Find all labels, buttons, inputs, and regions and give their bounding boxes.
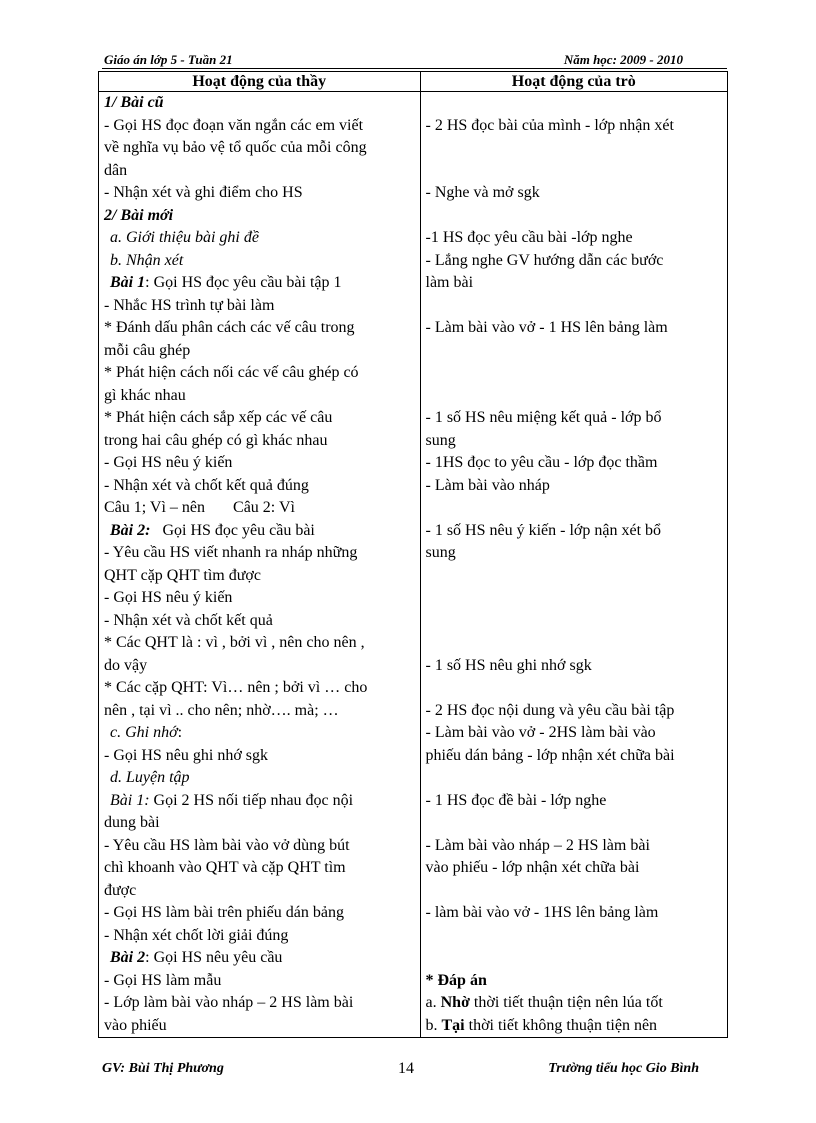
page-footer (102, 1060, 727, 1080)
teacher-line: nên , tại vì .. cho nên; nhờ…. mà; … (104, 701, 339, 719)
student-line (426, 160, 724, 183)
teacher-line: * Các cặp QHT: Vì… nên ; bởi vì … cho (104, 679, 368, 696)
student-line: - 2 HS đọc bài của mình - lớp nhận xét (425, 116, 674, 134)
header-right: Năm học: 2009 - 2010 (563, 52, 683, 67)
teacher-line: dung bài (104, 814, 160, 831)
student-line (426, 677, 724, 700)
teacher-line: Bài 2: Gọi HS đọc yêu cầu bài (110, 521, 315, 539)
student-line (426, 137, 724, 160)
page-number: 14 (398, 1060, 414, 1077)
student-line: - 1 số HS nêu ý kiến - lớp nận xét bổ (425, 521, 662, 539)
student-line (426, 587, 724, 610)
footer-teacher: GV: Bùi Thị Phương (102, 1061, 224, 1076)
student-line: - Làm bài vào nháp (425, 476, 550, 494)
student-line: -1 HS đọc yêu cầu bài -lớp nghe (425, 229, 633, 246)
student-line (426, 610, 724, 633)
teacher-line: - Nhận xét chốt lời giải đúng (104, 926, 289, 944)
student-line (426, 205, 724, 228)
table-header-row (99, 72, 728, 92)
teacher-line: - Gọi HS làm mẫu (104, 971, 222, 989)
teacher-line: - Yêu cầu HS viết nhanh ra nháp những (104, 544, 358, 561)
teacher-line: vào phiếu (104, 1016, 167, 1034)
student-line (426, 632, 724, 655)
teacher-line: - Gọi HS làm bài trên phiếu dán bảng (104, 904, 344, 921)
answer-line: a. Nhờ thời tiết thuận tiện nên lúa tốt (425, 994, 663, 1011)
teacher-line: Bài 1: Gọi 2 HS nối tiếp nhau đọc nội (110, 791, 354, 809)
teacher-line: 2/ Bài mới (104, 206, 174, 224)
student-line: sung (425, 431, 456, 449)
student-line: sung (425, 544, 456, 561)
student-line (426, 92, 724, 115)
student-line: - 1 số HS nêu miệng kết quả - lớp bổ (425, 409, 662, 426)
student-line (426, 385, 724, 408)
teacher-line: chì khoanh vào QHT và cặp QHT tìm (104, 859, 346, 876)
student-line: - Làm bài vào vở - 2HS làm bài vào (425, 724, 656, 741)
answer-heading: * Đáp án (425, 971, 487, 989)
teacher-line: - Gọi HS nêu ghi nhớ sgk (104, 746, 269, 764)
student-line: - Lắng nghe GV hướng dẫn các bước (425, 251, 664, 269)
student-line (426, 362, 724, 385)
student-line (426, 340, 724, 363)
teacher-line: - Gọi HS đọc đoạn văn ngắn các em viết (104, 116, 364, 134)
student-line: - làm bài vào vở - 1HS lên bảng làm (425, 904, 659, 921)
teacher-line: - Nhắc HS trình tự bài làm (104, 296, 275, 314)
teacher-line: * Phát hiện cách nối các vế câu ghép có (104, 364, 359, 381)
student-line (426, 295, 724, 318)
student-line: vào phiếu - lớp nhận xét chữa bài (425, 859, 640, 876)
teacher-line: a. Giới thiệu bài ghi đề (110, 229, 259, 246)
teacher-line: - Lớp làm bài vào nháp – 2 HS làm bài (104, 994, 354, 1011)
teacher-line: c. Ghi nhớ: (110, 724, 183, 741)
teacher-line: trong hai câu ghép có gì khác nhau (104, 431, 328, 449)
teacher-line: * Các QHT là : vì , bởi vì , nên cho nên , (104, 634, 365, 651)
student-line (426, 880, 724, 903)
teacher-line: - Gọi HS nêu ý kiến (104, 589, 233, 606)
teacher-line: về nghĩa vụ bảo vệ tổ quốc của mỗi công (104, 139, 367, 156)
teacher-column (99, 92, 421, 1038)
teacher-line: * Đánh dấu phân cách các vế câu trong (104, 319, 355, 336)
teacher-line: - Yêu cầu HS làm bài vào vở dùng bút (104, 836, 350, 854)
lesson-table (98, 71, 728, 1038)
student-line: phiếu dán bảng - lớp nhận xét chữa bài (425, 746, 675, 764)
teacher-line: dân (104, 161, 128, 179)
student-line (426, 947, 724, 970)
teacher-line: - Nhận xét và ghi điểm cho HS (104, 184, 303, 201)
teacher-line: - Gọi HS nêu ý kiến (104, 454, 233, 471)
teacher-line: do vậy (104, 656, 148, 674)
student-column (420, 92, 728, 1038)
teacher-line: - Nhận xét và chốt kết quả (104, 611, 273, 629)
student-line (426, 767, 724, 790)
student-line: - 1 HS đọc đề bài - lớp nghe (425, 791, 607, 809)
student-line: - Làm bài vào nháp – 2 HS làm bài (425, 836, 650, 854)
teacher-line: b. Nhận xét (110, 251, 184, 269)
student-line: - 1HS đọc to yêu cầu - lớp đọc thầm (425, 454, 658, 471)
header-rule (102, 68, 727, 69)
answer-line: b. Tại thời tiết không thuận tiện nên (425, 1016, 658, 1034)
teacher-line: QHT cặp QHT tìm được (104, 566, 261, 584)
exercise-label: Bài 2 (110, 949, 146, 966)
student-line (426, 497, 724, 520)
column-header-teacher: Hoạt động của thầy (99, 72, 421, 92)
column-header-student: Hoạt động của trò (420, 72, 728, 92)
student-line: - 2 HS đọc nội dung và yêu cầu bài tập (425, 701, 675, 719)
student-line: - Làm bài vào vở - 1 HS lên bảng làm (425, 319, 668, 336)
exercise-label: Bài 2: (110, 521, 151, 539)
table-row (99, 92, 728, 1038)
teacher-line: d. Luyện tập (110, 769, 190, 786)
student-line: - 1 số HS nêu ghi nhớ sgk (425, 656, 592, 674)
exercise-label: Bài 1: (110, 791, 150, 809)
student-line: - Nghe và mở sgk (425, 184, 540, 201)
student-line (426, 925, 724, 948)
teacher-line: - Nhận xét và chốt kết quả đúng (104, 476, 309, 494)
header-left: Giáo án lớp 5 - Tuần 21 (104, 52, 233, 67)
teacher-line: 1/ Bài cũ (104, 94, 164, 111)
footer-school: Trường tiểu học Gio Bình (548, 1061, 699, 1076)
teacher-line: được (104, 881, 137, 899)
page-header (102, 52, 727, 68)
student-line (426, 812, 724, 835)
teacher-line: mỗi câu ghép (104, 341, 191, 359)
teacher-line: * Phát hiện cách sắp xếp các vế câu (104, 409, 333, 426)
student-line: làm bài (425, 274, 474, 291)
student-line (426, 565, 724, 588)
exercise-label: Bài 1 (110, 274, 146, 291)
teacher-line: Bài 1: Gọi HS đọc yêu cầu bài tập 1 (110, 274, 342, 291)
teacher-line: Câu 1; Vì – nên Câu 2: Vì (104, 499, 295, 516)
teacher-line: Bài 2: Gọi HS nêu yêu cầu (110, 949, 283, 966)
teacher-line: gì khác nhau (104, 386, 186, 404)
